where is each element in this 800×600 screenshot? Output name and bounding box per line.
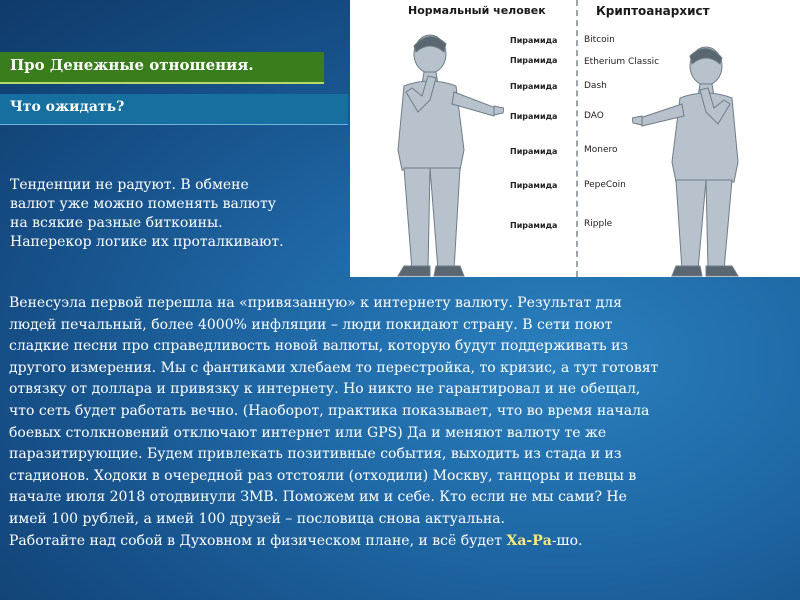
meme-left-label: Пирамида [510, 147, 558, 156]
body-line: отвязку от доллара и привязку к интернету. Но никто не гарантировал и не обещал, [9, 381, 641, 398]
intro-line: валют уже можно поменять валюту [10, 196, 276, 212]
meme-left-label: Пирамида [510, 221, 558, 230]
closing-line [9, 531, 789, 553]
meme-right-header: Криптоанархист [596, 4, 710, 18]
meme-left-label: Пирамида [510, 181, 558, 190]
title-bar [0, 52, 324, 84]
body-line: другого измерения. Мы с фантиками хлебаем то перестройка, то кризис, а тут готовят [9, 359, 659, 376]
meme-right-label: Ripple [584, 219, 613, 229]
body-line: боевых столкновений отключают интернет или GPS) Да и меняют валюту те же [9, 424, 607, 441]
meme-right-label: Bitcoin [584, 35, 615, 45]
body-line: что сеть будет работать вечно. (Наоборот, практика показывает, что во время начала [9, 402, 650, 419]
body-line: Венесуэла первой перешла на «привязанную» к интернету валюту. Результат для [9, 295, 622, 311]
meme-left-label: Пирамида [510, 56, 558, 65]
meme-right-label: Dash [584, 81, 607, 91]
meme-right-label: Monero [584, 145, 618, 155]
meme-left-label: Пирамида [510, 36, 558, 45]
meme-left-header: Нормальный человек [408, 4, 546, 17]
body-line: стадионов. Ходоки в очередной раз отстояли (отходили) Москву, танцоры и певцы в [9, 467, 637, 484]
body-line: сладкие песни про справедливость новой валюты, которую будут поддерживать из [9, 338, 629, 355]
body-paragraph [9, 293, 789, 552]
slide-title: Про Денежные отношения. [10, 56, 254, 74]
meme-right-label: Etherium Classic [584, 57, 660, 67]
intro-line: Наперекор логике их проталкивают. [10, 234, 284, 250]
closing-prefix: Работайте над собой в Духовном и физическом плане, и всё будет [9, 532, 507, 549]
meme-right-label: PepeCoin [584, 180, 626, 190]
intro-line: Тенденции не радуют. В обмене [10, 177, 249, 193]
body-line: паразитирующие. Будем привлекать позитивные события, выходить из стада и из [9, 446, 622, 463]
body-line: людей печальный, более 4000% инфляции – люди покидают страну. В сети поют [9, 316, 613, 333]
meme-divider [576, 0, 578, 277]
meme-right-label: DAO [584, 111, 604, 121]
body-line: имей 100 рублей, а имей 100 друзей – пословица снова актуальна. [9, 510, 506, 527]
slide-subtitle: Что ожидать? [10, 99, 125, 115]
subtitle-bar [0, 94, 348, 125]
normal-person-figure [364, 0, 504, 277]
meme-left-label: Пирамида [510, 82, 558, 91]
meme-left-label: Пирамида [510, 112, 558, 121]
body-line: начале июля 2018 отодвинули ЗМВ. Поможем им и себе. Кто если не мы сами? Не [9, 489, 627, 506]
intro-line: на всякие разные биткоины. [10, 215, 223, 231]
closing-highlight: Ха-Ра [506, 532, 552, 549]
intro-paragraph [10, 176, 345, 252]
closing-suffix: -шо. [551, 532, 583, 549]
cryptoanarchist-figure [632, 0, 772, 277]
meme-image [350, 0, 800, 277]
